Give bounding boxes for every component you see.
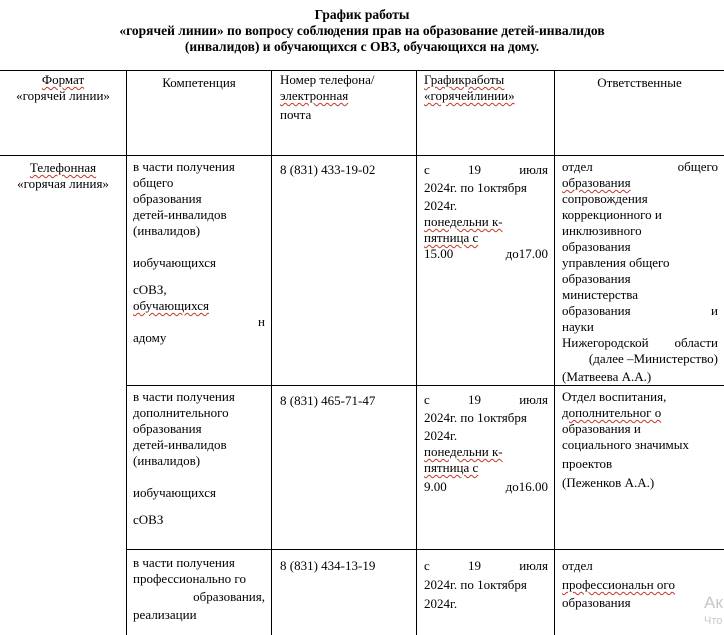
row1-comp-line: адому [133,330,167,345]
row2-comp-line: дополнительного [133,405,229,420]
row3-comp-line: реализации [133,607,197,622]
row3-sched-day: 19 [467,558,481,573]
row2-comp-line: иобучающихся [133,485,216,500]
row1-sched-line-1 [424,162,548,178]
row1-resp-line: образования [562,271,631,286]
row3-sched-line-2: 2024г. по 1октября [424,577,527,592]
header-phone-line-3: почта [280,107,312,122]
row2-resp-line: (Пеженков А.А.) [562,475,655,490]
row2-competence [133,389,265,528]
row1-comp-line [133,239,265,255]
row1-resp-word: отдел [562,159,593,174]
row2-responsible [562,389,718,491]
header-phone-line-1: Номер телефона/ [280,72,375,87]
row1-resp-word: и [711,303,718,318]
header-phone-line-2: электронная [280,88,349,103]
row2-comp-line: в части получения [133,389,235,404]
row2-sched-to: до16.00 [505,479,548,494]
row1-resp-line: коррекционного и [562,207,662,222]
row1-resp-line: (Матвеева А.А.) [562,369,652,384]
row1-comp-line: общего [133,175,174,190]
header-phone [280,72,414,123]
row3-sched-month: июля [519,558,548,573]
row2-sched-time [424,479,548,495]
row1-comp-line: детей-инвалидов [133,207,227,222]
row2-resp-line: дополнительног о [562,405,662,420]
row2-resp-line: Отдел воспитания, [562,389,667,404]
format-line-2: «горячая линия» [17,176,109,191]
format-line-1: Телефонная [29,160,97,175]
row2-sched-line-5: пятница с [424,460,479,475]
row3-comp-line: в части получения [133,555,235,570]
row1-resp-word: Нижегородской [562,335,649,350]
row1-resp-word: области [674,335,718,350]
row1-comp-line: иобучающихся [133,255,216,270]
row3-comp-line: профессионально го [133,571,246,586]
row1-responsible [562,159,718,385]
activation-watermark-line-1: Ак [704,593,723,612]
row3-schedule [424,558,548,612]
header-format-line-1: Формат [41,72,85,87]
row1-schedule [424,162,548,262]
row2-sched-from: 9.00 [424,479,447,494]
row1-comp-line: н [258,314,265,329]
row1-comp-line: обучающихся [133,298,209,313]
row1-sched-to: до17.00 [505,246,548,261]
row1-resp-line [562,303,718,319]
row1-resp-line [562,159,718,175]
row2-sched-line-1 [424,392,548,408]
row1-resp-word: образования [562,303,631,318]
row1-resp-line: образования [562,175,631,190]
row1-sched-from: 15.00 [424,246,454,261]
row2-comp-line [133,469,265,485]
header-schedule-line-1: Графикработы [424,72,505,87]
title-line-1: График работы [314,7,410,22]
row1-resp-word: общего [677,159,718,174]
row1-comp-line: сОВЗ, [133,282,167,297]
header-responsible: Ответственные [597,75,682,90]
row3-sched-line-1 [424,558,548,574]
row3-resp-line: образования [562,595,631,610]
row1-resp-line: образования [562,239,631,254]
row2-sched-month: июля [519,392,548,407]
row1-resp-line: министерства [562,287,639,302]
row1-comp-line [133,271,265,282]
row2-comp-line: (инвалидов) [133,453,201,468]
title-line-2: «горячей линии» по вопросу соблюдения прав на образование детей-инвалидов [119,23,605,38]
format-cell [0,160,126,192]
row1-sched-line-5: пятница с [424,230,479,245]
row3-resp-line: профессиональн ого [562,577,675,592]
row2-sched-line-4: понедельни к- [424,444,503,459]
row1-resp-line: сопровождения [562,191,648,206]
row1-sched-day: 19 [467,162,481,177]
row2-phone: 8 (831) 465-71-47 [280,393,376,408]
row2-comp-line: детей-инвалидов [133,437,227,452]
row2-sched-line-3: 2024г. [424,428,458,443]
row2-comp-line [133,501,265,512]
row3-phone: 8 (831) 434-13-19 [280,558,376,573]
row1-resp-line: (далее –Министерство) [588,351,718,366]
row2-resp-line: проектов [562,456,613,471]
row1-sched-line-2: 2024г. по 1октября [424,180,527,195]
row3-competence [133,555,265,623]
header-schedule-line-2: «горячейлинии» [424,88,515,103]
header-schedule [424,72,552,104]
row3-responsible [562,558,718,611]
row1-sched-c: с [424,162,430,177]
row3-sched-line-3: 2024г. [424,596,458,611]
row1-sched-line-3: 2024г. [424,198,458,213]
row2-comp-line: сОВЗ [133,512,164,527]
row1-sched-month: июля [519,162,548,177]
row1-sched-line-4: понедельни к- [424,214,503,229]
row2-resp-line: социального значимых [562,437,689,452]
header-competence: Компетенция [162,75,236,90]
row1-resp-line: науки [562,319,594,334]
row1-sched-time [424,246,548,262]
title-line-3: (инвалидов) и обучающихся с ОВЗ, обучающихся на дому. [184,39,540,54]
row1-comp-line: в части получения [133,159,235,174]
row3-sched-c: с [424,558,430,573]
row1-comp-line: образования [133,191,202,206]
row2-sched-day: 19 [467,392,481,407]
row1-resp-line: инклюзивного [562,223,642,238]
row3-comp-line: образования, [193,589,265,604]
row2-resp-line: образования и [562,421,641,436]
row2-sched-line-2: 2024г. по 1октября [424,410,527,425]
activation-watermark-line-2: Что [704,615,723,627]
header-format [0,72,126,104]
row1-phone: 8 (831) 433-19-02 [280,162,376,177]
row1-comp-line: (инвалидов) [133,223,201,238]
row2-sched-c: с [424,392,430,407]
row1-resp-line: управления общего [562,255,670,270]
row3-resp-line: отдел [562,558,593,573]
row1-competence [133,159,265,346]
row1-resp-line [562,335,718,351]
row2-comp-line: образования [133,421,202,436]
row2-schedule [424,392,548,495]
header-format-line-2: «горячей линии» [16,88,110,103]
